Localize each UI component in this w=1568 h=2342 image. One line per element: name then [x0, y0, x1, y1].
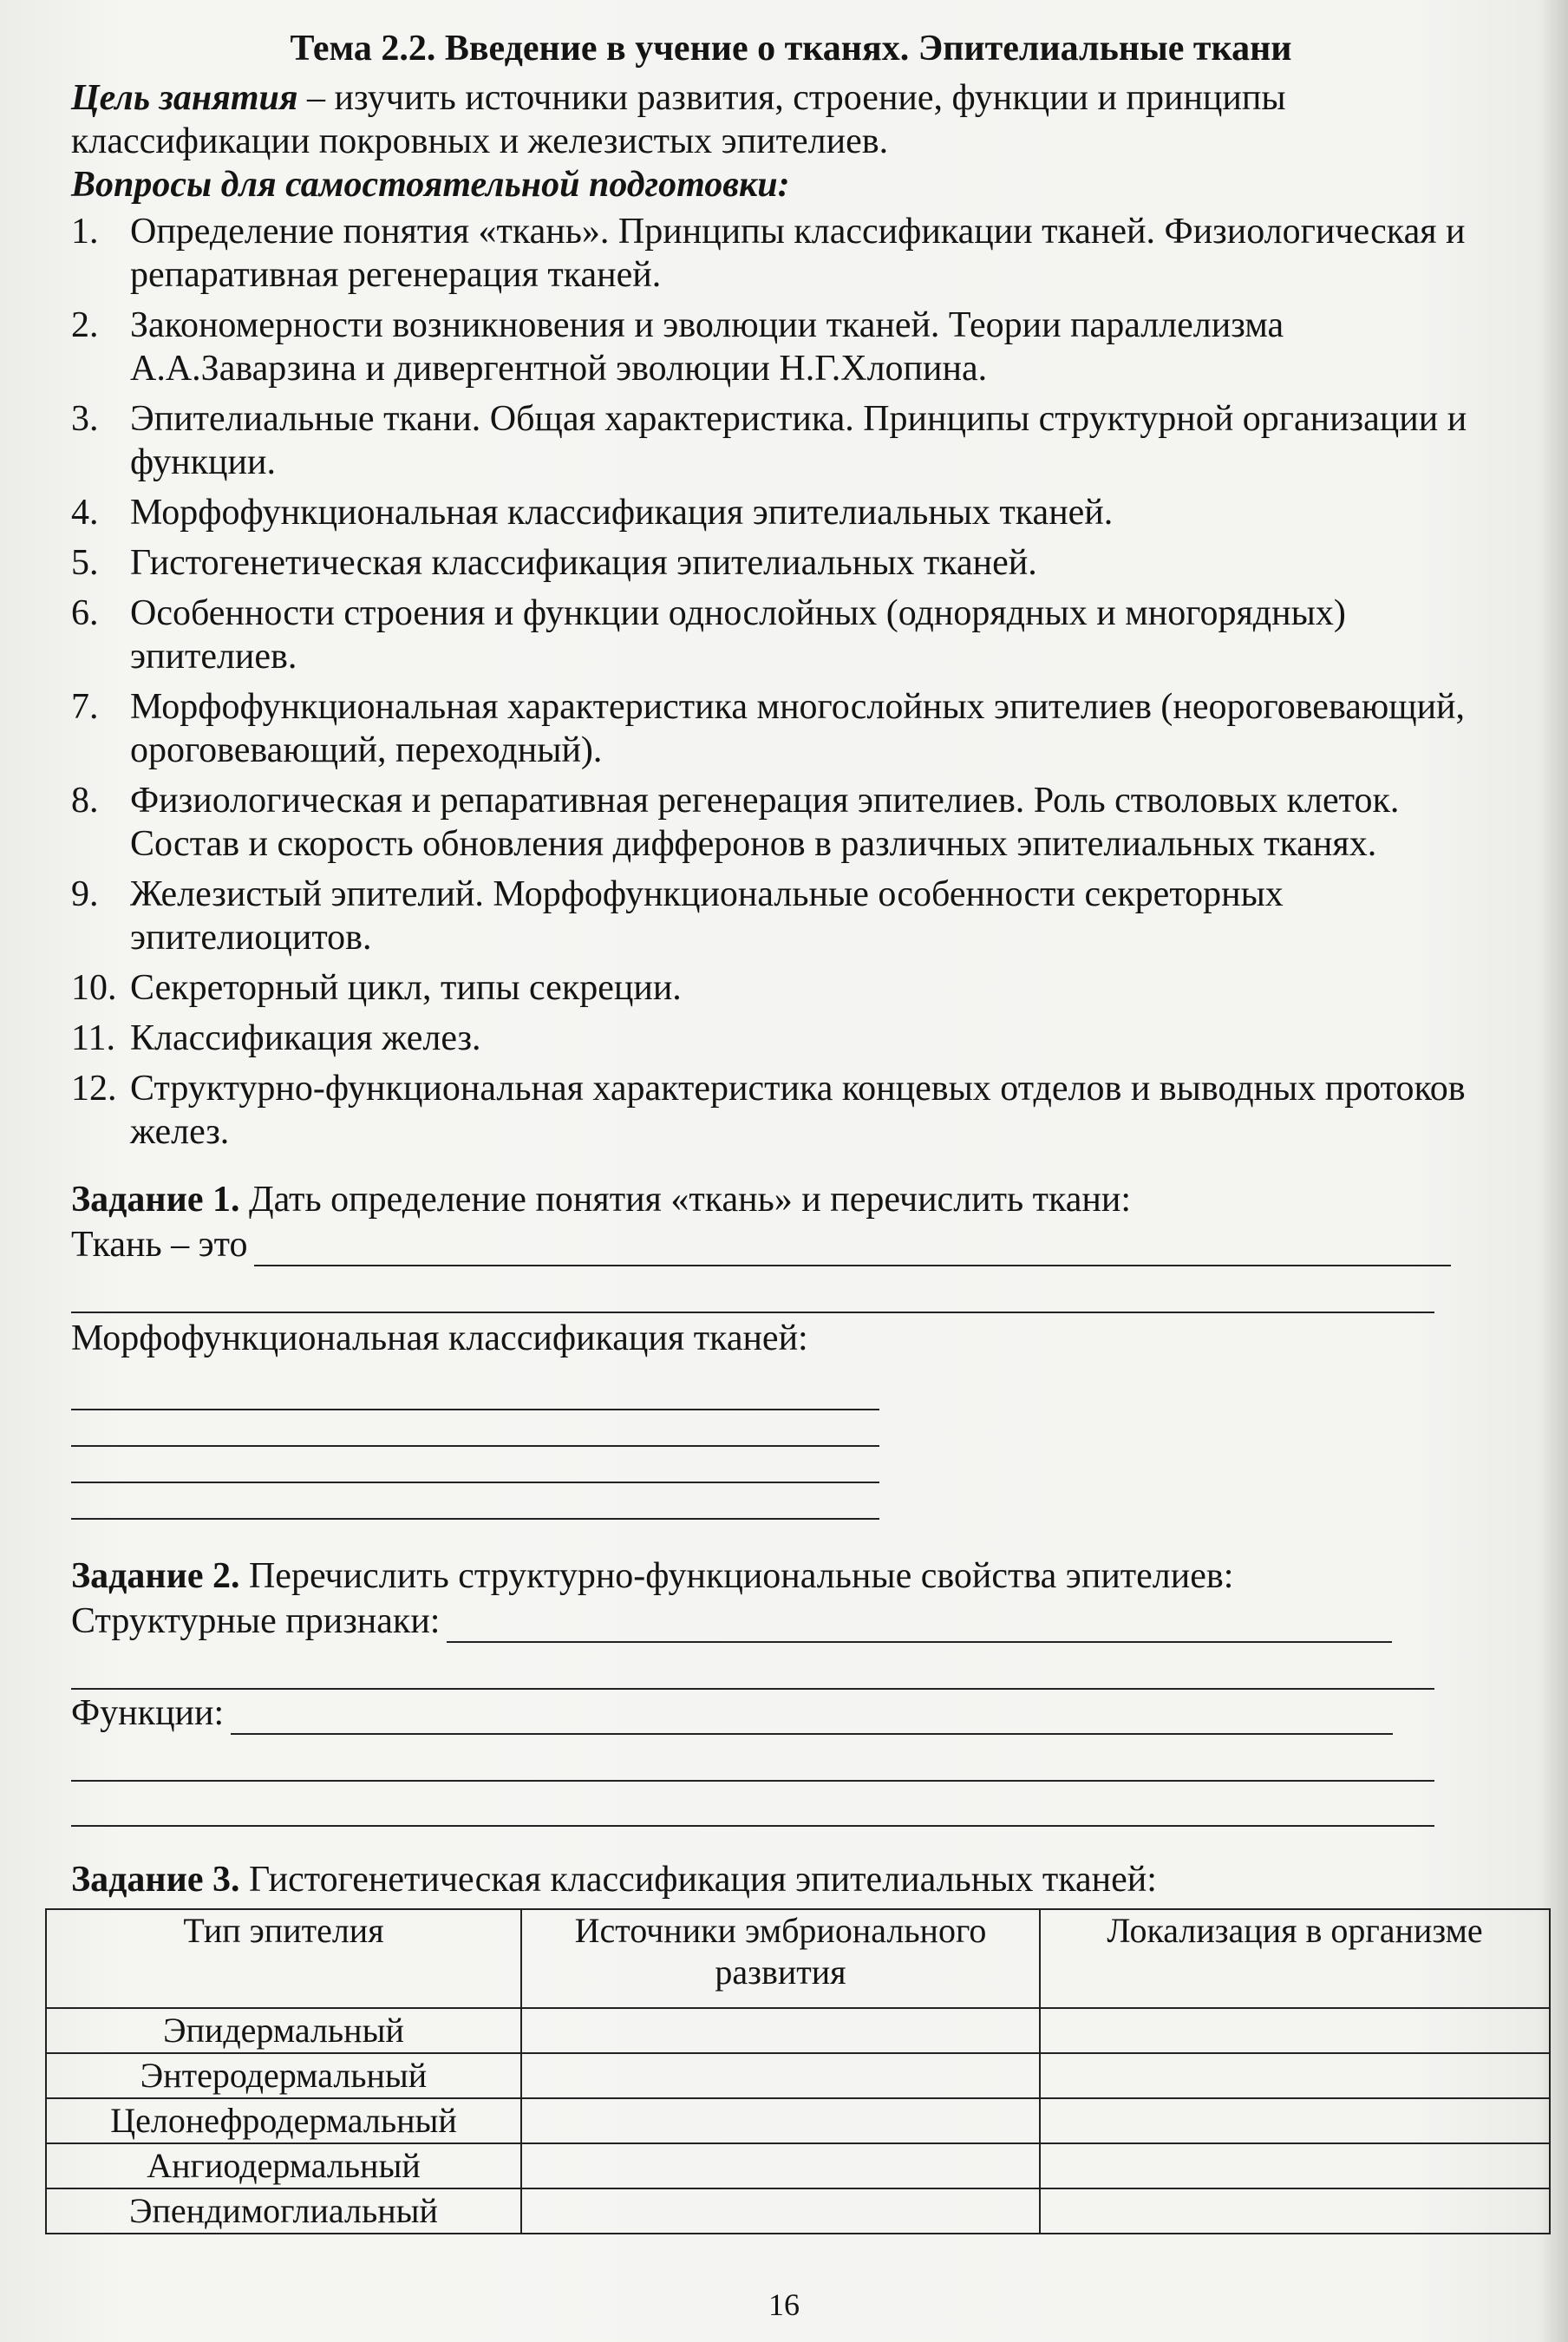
question-text: Определение понятия «ткань». Принципы классификации тканей. Физиологическая и репаративная регенерация тканей. [130, 212, 1466, 295]
questions-heading: Вопросы для самостоятельной подготовки: [71, 165, 790, 205]
page-title: Тема 2.2. Введение в учение о тканях. Эпителиальные ткани [290, 29, 1292, 69]
document-body [71, 26, 1511, 2234]
question-item [71, 592, 1511, 678]
question-item [71, 966, 1511, 1010]
question-number: 4. [71, 493, 99, 533]
tissue-definition-blank-2[interactable] [71, 1268, 1434, 1313]
table-body [46, 2008, 1550, 2234]
question-text: Морфофункциональная классификация эпителиальных тканей. [130, 493, 1114, 533]
epithelium-type-cell: Целонефродермальный [46, 2098, 521, 2143]
tissue-definition-label: Ткань – это [71, 1225, 248, 1265]
task-2-heading [71, 1554, 1511, 1598]
functions-label: Функции: [71, 1693, 225, 1733]
column-header-localization: Локализация в организме [1040, 1909, 1550, 2008]
question-item [71, 1017, 1511, 1060]
table-row [46, 2188, 1550, 2234]
question-item [71, 541, 1511, 585]
localization-cell[interactable] [1040, 2098, 1550, 2143]
table-row [46, 2053, 1550, 2098]
epithelium-type-cell: Ангиодермальный [46, 2143, 521, 2188]
functions-row [71, 1691, 1511, 1735]
epithelium-type-cell: Эпидермальный [46, 2008, 521, 2053]
question-text: Железистый эпителий. Морфофункциональные особенности секреторных эпителиоцитов. [130, 874, 1284, 958]
question-text: Структурно-функциональная характеристика концевых отделов и выводных протоков желез. [130, 1069, 1466, 1152]
table-row [46, 2098, 1550, 2143]
question-number: 9. [71, 874, 99, 914]
question-text: Закономерности возникновения и эволюции тканей. Теории параллелизма А.А.Заварзина и дивергентной эволюции Н.Г.Хлопина. [130, 305, 1284, 389]
table-row [46, 2143, 1550, 2188]
task-3-text: Гистогенетическая классификация эпителиальных тканей: [239, 1860, 1157, 1900]
goal-text: – изучить источники развития, строение, функции и принципы классификации покровных и железистых эпителиев. [71, 78, 1286, 161]
question-item [71, 304, 1511, 390]
localization-cell[interactable] [1040, 2143, 1550, 2188]
questions-list [71, 210, 1511, 1154]
task-3-label: Задание 3. [71, 1860, 240, 1900]
question-number: 3. [71, 399, 99, 439]
task-3 [71, 1858, 1511, 2234]
task-2-label: Задание 2. [71, 1556, 240, 1596]
question-number: 10. [71, 968, 117, 1008]
task-1-label: Задание 1. [71, 1180, 240, 1220]
morpho-blank-3[interactable] [71, 1450, 879, 1483]
question-text: Классификация желез. [130, 1018, 481, 1058]
question-number: 1. [71, 212, 99, 252]
question-item [71, 491, 1511, 534]
question-item [71, 873, 1511, 959]
question-number: 7. [71, 687, 99, 727]
functions-blank-3[interactable] [71, 1782, 1434, 1827]
question-number: 8. [71, 781, 99, 821]
morpho-blank-2[interactable] [71, 1414, 879, 1447]
morpho-blank-1[interactable] [71, 1377, 879, 1410]
task-1-text: Дать определение понятия «ткань» и перечислить ткани: [239, 1180, 1132, 1220]
question-item [71, 1067, 1511, 1154]
question-item [71, 210, 1511, 297]
task-2 [71, 1554, 1511, 1827]
question-text: Эпителиальные ткани. Общая характеристика. Принципы структурной организации и функции. [130, 399, 1467, 482]
table-row [46, 2008, 1550, 2053]
goal-label: Цель занятия [71, 78, 298, 118]
functions-blank[interactable] [231, 1700, 1393, 1735]
question-text: Морфофункциональная характеристика многослойных эпителиев (неороговевающий, ороговевающий, переходный). [130, 687, 1466, 770]
task-1 [71, 1178, 1511, 1520]
epithelium-type-cell: Эпендимоглиальный [46, 2188, 521, 2234]
question-number: 2. [71, 305, 99, 345]
structural-row [71, 1599, 1511, 1643]
sources-cell[interactable] [521, 2143, 1040, 2188]
epithelium-table [45, 1908, 1551, 2234]
tissue-definition-blank[interactable] [254, 1232, 1451, 1266]
functions-blank-2[interactable] [71, 1737, 1434, 1782]
morpho-classification-label: Морфофункциональная классификация тканей: [71, 1318, 808, 1358]
epithelium-type-cell: Энтеродермальный [46, 2053, 521, 2098]
question-text: Секреторный цикл, типы секреции. [130, 968, 682, 1008]
question-number: 11. [71, 1018, 115, 1058]
task-2-text: Перечислить структурно-функциональные свойства эпителиев: [239, 1556, 1234, 1596]
page-number: 16 [768, 2287, 800, 2322]
question-number: 5. [71, 543, 99, 583]
task-3-heading [71, 1858, 1511, 1901]
question-number: 6. [71, 593, 99, 633]
question-item [71, 779, 1511, 866]
question-text: Физиологическая и репаративная регенерация эпителиев. Роль стволовых клеток. Состав и скорость обновления дифферонов в различных эпителиальных тканях. [130, 781, 1400, 864]
structural-blank-2[interactable] [71, 1645, 1434, 1690]
sources-cell[interactable] [521, 2008, 1040, 2053]
sources-cell[interactable] [521, 2098, 1040, 2143]
task-1-heading [71, 1178, 1511, 1221]
question-text: Гистогенетическая классификация эпителиальных тканей. [130, 543, 1037, 583]
structural-label: Структурные признаки: [71, 1601, 441, 1641]
tissue-definition-row [71, 1223, 1511, 1266]
question-item [71, 397, 1511, 484]
localization-cell[interactable] [1040, 2008, 1550, 2053]
table-header-row [46, 1909, 1550, 2008]
lesson-goal [71, 76, 1511, 163]
structural-blank[interactable] [447, 1608, 1392, 1643]
localization-cell[interactable] [1040, 2053, 1550, 2098]
question-item [71, 685, 1511, 772]
sources-cell[interactable] [521, 2053, 1040, 2098]
column-header-sources: Источники эмбрионального развития [521, 1909, 1040, 2008]
localization-cell[interactable] [1040, 2188, 1550, 2234]
morpho-blank-4[interactable] [71, 1487, 879, 1520]
question-text: Особенности строения и функции однослойных (однорядных и многорядных) эпителиев. [130, 593, 1346, 677]
question-number: 12. [71, 1069, 117, 1109]
column-header-type: Тип эпителия [46, 1909, 521, 2008]
sources-cell[interactable] [521, 2188, 1040, 2234]
